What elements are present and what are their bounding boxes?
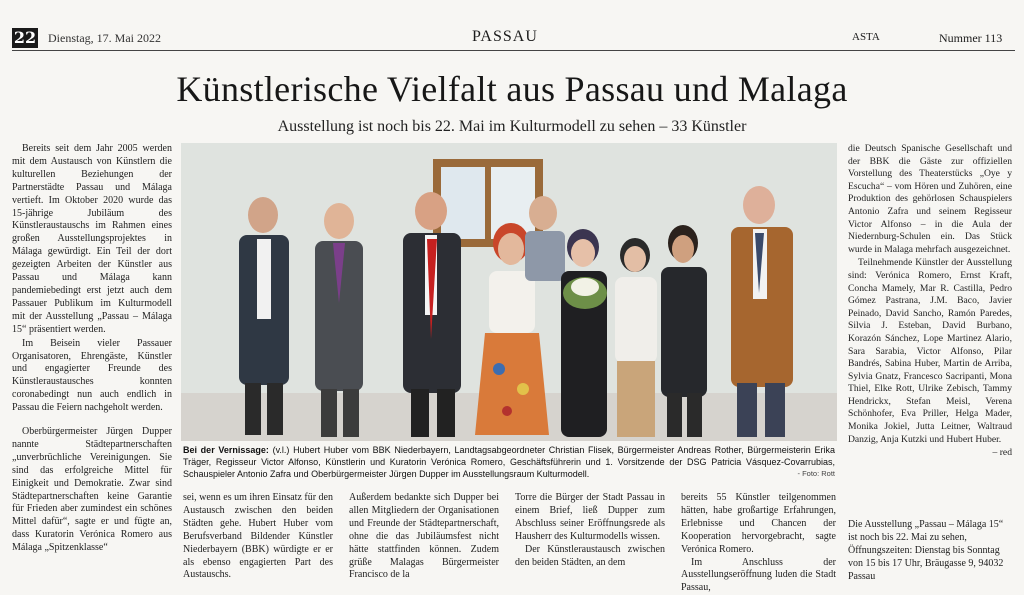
caption-lead: Bei der Vernissage: <box>183 445 269 455</box>
issue-date: Dienstag, 17. Mai 2022 <box>48 31 161 45</box>
article-headline: Künstlerische Vielfalt aus Passau und Malaga <box>176 69 848 109</box>
paragraph: Oberbürgermeister Jürgen Dupper nannte Städtepartnerschaften „unverbrüchliche Vereinigungen. Sie sind das erfolgreiche Mittel für Einigkeit und Demokratie. Zwar sind Städtepartnerschaften keine Garantie für Frieden aber zumindest ein schönes Mittel dafür“, sagte er und fügte an, dass Kuratorin Verónica Romero aus Málaga „Spitzenklasse“ <box>12 426 172 554</box>
paragraph: bereits 55 Künstler teilgenommen hätten, habe großartige Erfahrungen, Erlebnisse und Chancen der Kooperation hervorgebracht, sagte Verónica Romero. <box>681 492 836 555</box>
paragraph: Außerdem bedankte sich Dupper bei allen Mitgliedern der Organisationen und Freunde der Städtepartnerschaft, ohne die das Jubiläumsfest nicht hätte stattfinden können. Zudem grüße Malagas Bürgermeister Francisco de la <box>349 492 499 581</box>
paragraph: Bereits seit dem Jahr 2005 werden mit dem Austausch von Künstlern die kulturellen Beziehungen der Partnerstädte Passau und Málaga vertieft. Im Oktober 2020 wurde das 15-jährige Jubiläum des Künstleraustauschs im Rahmen eines großen Ausstellungsprojektes in Málaga gewürdigt. Ein Teil der dort gezeigten Arbeiten der Künstler aus Passau und Málaga kann pandemiebedingt erst jetzt auch dem Passauer Publikum im Kulturmodell mit der Ausstellung „Passau – Málaga 15“ präsentiert werden. <box>12 143 172 335</box>
paragraph: Torre die Bürger der Stadt Passau in einem Brief, ließ Dupper zum Abschluss seiner Eröffnungsrede als Hausherr des Kulturmodells wissen. <box>515 492 665 542</box>
photo-credit: - Foto: Rott <box>797 469 835 478</box>
author-signature: – red <box>992 447 1012 459</box>
paragraph: Im Anschluss der Ausstellungseröffnung luden die Stadt Passau, <box>681 556 836 594</box>
section-title: PASSAU <box>472 28 538 45</box>
page-number: 22 <box>13 28 37 47</box>
caption-text: (v.l.) Hubert Huber vom BBK Niederbayern, Landtagsabgeordneter Christian Flisek, Bürgermeister Andreas Rother, Bürgermeisterin Erika Träger, Regisseur Victor Alfonso, Künstlerin und Kuratorin Verónica Romero, Geschäftsführerin und 1. Vorsitzende der DSG Patricia Vásquez-Covarrubias, Schauspieler Antonio Zafra und Oberbürgermeister Jürgen Dupper im Ausstellungsraum Kulturmodell. <box>183 445 835 479</box>
text-column-4 <box>515 492 665 569</box>
author-tag: ASTA <box>852 31 880 43</box>
exhibition-info: Die Ausstellung „Passau – Málaga 15“ ist noch bis 22. Mai zu sehen, Öffnungszeiten: Dienstag bis Sonntag von 15 bis 17 Uhr, Bräugasse 9, 94032 Passau <box>848 519 1004 582</box>
text-column-1 <box>12 143 172 556</box>
paragraph: Im Beisein vieler Passauer Organisatoren, Ehrengäste, Künstler und engagierter Freunde des Künstleraustausches konnten coronabedingt nun auch endlich in Passau die Feiern nachgeholt werden. <box>12 337 172 414</box>
paragraph: Der Künstleraustausch zwischen den beiden Städten, an dem <box>515 543 665 568</box>
text-column-5 <box>681 492 836 595</box>
paragraph: sei, wenn es um ihren Einsatz für den Austausch zwischen den beiden Städten gehe. Hubert Huber vom Berufsverband Bildender Künstler Niederbayern (BBK) würdigte er er als ebenso engagierten Part des Austauschs. <box>183 492 333 581</box>
paragraph: die Deutsch Spanische Gesellschaft und der BBK die Gäste zur offiziellen Vorstellung des Theaterstücks „Oye y Escucha“ – vom Hören und Zuhören, eine Produktion des gehörlosen Schauspielers Antonio Zafra und seinem Regisseur Victor Alfonso – in die Aula der Niedernburg-Schulen ein. Das Stück wurde in Malaga mehrfach ausgezeichnet. <box>848 143 1012 255</box>
text-column-2 <box>183 492 333 582</box>
photo-caption <box>183 444 835 480</box>
group-photo-illustration <box>181 143 837 441</box>
text-column-6 <box>848 143 1012 460</box>
paragraph: Teilnehmende Künstler der Ausstellung sind: Verónica Romero, Ernst Kraft, Concha Mamely, Mar R. Castilla, Pedro Gómez Pastrana, J.M. Baco, Javier Peinado, David Sancho, Ramón Paredes, Silvia J. Esteban, David Burbano, Korazón Sánchez, Lope Martinez Alario, Sara Sarabia, Victor Alfonso, Pilar Bandrés, Sabina Huber, Martin de Arriba, Sylvia Gnatz, Francesco Sacripanti, Mona Thiel, Elke Rott, Ulrike Zebisch, Tammy Hendrickx, Stefan Meisl, Verena Schönhofer, Eva Priller, Helga Mader, Monika Jokiel, Jutta Leitner, Waltraud Danzig, Anja Kutzki und Hubert Huber. <box>848 257 1012 445</box>
text-column-3 <box>349 492 499 582</box>
header-divider <box>12 50 1015 51</box>
event-photo <box>181 143 837 441</box>
issue-number: Nummer 113 <box>939 31 1003 45</box>
page-header <box>12 28 1015 48</box>
article-subheadline: Ausstellung ist noch bis 22. Mai im Kulturmodell zu sehen – 33 Künstler <box>277 118 747 135</box>
